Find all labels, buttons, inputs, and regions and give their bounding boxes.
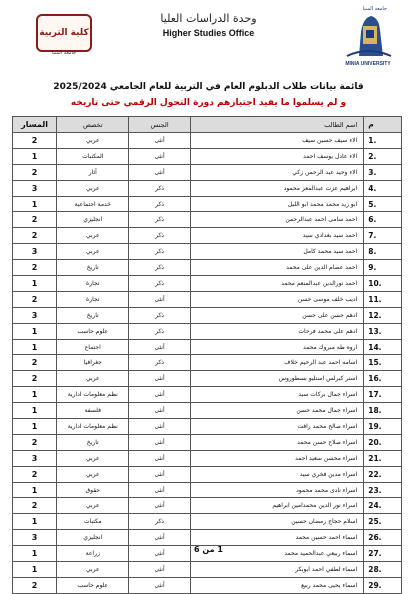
cell-name: احمد سيد محمد كامل [190,244,363,260]
table-row [13,387,402,403]
cell-gender: ذكر [129,355,190,371]
cell-name: اسامه احمد عبد الرحيم خلاف [190,355,363,371]
table-header-row [13,117,402,133]
cell-track: 2 [13,260,57,276]
university-logo-name: MINIA UNIVERSITY [345,61,391,67]
header-gender: الجنس [129,117,190,133]
table-row [13,164,402,180]
cell-gender: أنثى [129,530,190,546]
cell-specialization: جغرافيا [57,355,129,371]
cell-number: 22. [364,466,402,482]
table-row [13,434,402,450]
cell-number: 18. [364,403,402,419]
cell-specialization: فلسفة [57,403,129,419]
cell-number: 12. [364,307,402,323]
cell-name: اسراء جمال بركات سيد [190,387,363,403]
cell-specialization: زراعة [57,546,129,562]
cell-number: 17. [364,387,402,403]
cell-track: 1 [13,546,57,562]
cell-track: 2 [13,212,57,228]
cell-name: اسراء صلاح حسن محمد [190,434,363,450]
cell-gender: أنثى [129,466,190,482]
cell-track: 2 [13,498,57,514]
cell-specialization: عربي [57,133,129,149]
table-row [13,450,402,466]
cell-track: 1 [13,419,57,435]
cell-specialization: علوم حاسب [57,577,129,593]
table-row [13,562,402,578]
header-track: المسار [13,117,57,133]
cell-name: اروه طه مبروك محمد [190,339,363,355]
cell-gender: أنثى [129,403,190,419]
cell-track: 2 [13,355,57,371]
cell-number: 15. [364,355,402,371]
cell-gender: أنثى [129,291,190,307]
table-row [13,482,402,498]
table-row [13,323,402,339]
cell-gender: أنثى [129,339,190,355]
table-row [13,244,402,260]
faculty-logo-subtext: جامعة المنيا [51,50,77,56]
cell-number: 21. [364,450,402,466]
cell-number: 13. [364,323,402,339]
cell-specialization: مكتبات [57,514,129,530]
cell-gender: ذكر [129,276,190,292]
table-row [13,196,402,212]
cell-number: 4. [364,180,402,196]
cell-track: 1 [13,387,57,403]
cell-track: 2 [13,434,57,450]
cell-gender: ذكر [129,307,190,323]
cell-specialization: آثار [57,164,129,180]
cell-name: اسماء لطفي احمد ابوبكر [190,562,363,578]
office-title-english: Higher Studies Office [162,28,255,38]
table-row [13,133,402,149]
cell-specialization: حقوق [57,482,129,498]
table-row [13,276,402,292]
cell-gender: أنثى [129,434,190,450]
cell-name: ادهم حسن على حسن [190,307,363,323]
cell-track: 3 [13,530,57,546]
cell-name: ادهم على محمد فرحات [190,323,363,339]
cell-number: 26. [364,530,402,546]
cell-name: الاء سيف حسين سيف [190,133,363,149]
cell-number: 29. [364,577,402,593]
cell-name: اسماء ربيعي عبدالحميد محمد [190,546,363,562]
cell-name: اديب خلف موسى حسن [190,291,363,307]
cell-name: اسراء محسن سعيد احمد [190,450,363,466]
cell-name: اسلام حجاج رمضان حسين [190,514,363,530]
cell-gender: ذكر [129,260,190,276]
cell-name: احمد سيد بغدادي سيد [190,228,363,244]
cell-track: 3 [13,450,57,466]
table-row [13,355,402,371]
cell-name: اسراء نادى محمد محمود [190,482,363,498]
table-row [13,498,402,514]
university-logo [339,10,397,62]
cell-gender: أنثى [129,577,190,593]
table-row [13,180,402,196]
cell-gender: أنثى [129,164,190,180]
cell-name: احمد نورالدين عبدالمنعم محمد [190,276,363,292]
cell-number: 8. [364,244,402,260]
cell-number: 14. [364,339,402,355]
cell-number: 6. [364,212,402,228]
cell-specialization: عربي [57,562,129,578]
cell-specialization: نظم معلومات ادارية [57,419,129,435]
table-row [13,228,402,244]
office-title-arabic: وحدة الدراسات العليا [160,12,257,25]
cell-track: 1 [13,196,57,212]
cell-specialization: تاريخ [57,434,129,450]
page-header [0,0,417,72]
cell-number: 24. [364,498,402,514]
table-row [13,371,402,387]
table-row [13,403,402,419]
cell-number: 5. [364,196,402,212]
cell-track: 1 [13,482,57,498]
cell-gender: أنثى [129,419,190,435]
document-subtitle: و لم يسلموا ما يفيد اجتيازهم دورة التحول الرقمي حتى تاريخه [70,98,347,108]
cell-specialization: تاريخ [57,260,129,276]
cell-track: 1 [13,339,57,355]
header-number: م [364,117,402,133]
cell-name: ابراهيم عزت عبدالمعز محمود [190,180,363,196]
cell-specialization: انجليزي [57,212,129,228]
cell-track: 1 [13,276,57,292]
cell-specialization: عربي [57,371,129,387]
cell-gender: ذكر [129,244,190,260]
table-row [13,260,402,276]
cell-gender: أنثى [129,133,190,149]
faculty-logo-text: كلية التربية [39,28,89,38]
cell-name: استر كيرلس استليو بسطوروس [190,371,363,387]
cell-specialization: نظم معلومات ادارية [57,387,129,403]
cell-track: 2 [13,577,57,593]
cell-track: 2 [13,228,57,244]
cell-track: 2 [13,164,57,180]
cell-name: احمد عصام الدين على محمد [190,260,363,276]
cell-name: احمد سامى احمد عبدالرحمن [190,212,363,228]
table-row [13,339,402,355]
cell-specialization: عربي [57,228,129,244]
table-row [13,291,402,307]
cell-number: 10. [364,276,402,292]
cell-specialization: عربي [57,466,129,482]
table-row [13,466,402,482]
cell-track: 1 [13,562,57,578]
cell-track: 1 [13,514,57,530]
cell-specialization: عربي [57,180,129,196]
cell-number: 16. [364,371,402,387]
cell-gender: أنثى [129,482,190,498]
cell-track: 3 [13,307,57,323]
cell-name: اسماء يحيى محمد ربيع [190,577,363,593]
cell-specialization: عربي [57,498,129,514]
header-name: اسم الطالب [190,117,363,133]
cell-gender: ذكر [129,196,190,212]
cell-name: الاء وحيد عبد الرحمن زكي [190,164,363,180]
table-row [13,212,402,228]
cell-name: اسراء نور الدين محمدامين ابراهيم [190,498,363,514]
cell-specialization: علوم حاسب [57,323,129,339]
cell-gender: ذكر [129,228,190,244]
cell-track: 1 [13,323,57,339]
cell-number: 20. [364,434,402,450]
cell-name: اسراء مدين فخري سيد [190,466,363,482]
cell-specialization: انجليزي [57,530,129,546]
cell-name: اسراء صالح محمد رافت [190,419,363,435]
cell-gender: ذكر [129,323,190,339]
cell-number: 23. [364,482,402,498]
cell-track: 3 [13,180,57,196]
cell-gender: أنثى [129,562,190,578]
table-row [13,419,402,435]
cell-specialization: تجارة [57,276,129,292]
cell-specialization: عربي [57,244,129,260]
cell-gender: أنثى [129,148,190,164]
cell-gender: ذكر [129,514,190,530]
cell-track: 2 [13,371,57,387]
cell-name: الاء عادل يوسف احمد [190,148,363,164]
table-row [13,530,402,546]
table-row [13,577,402,593]
table-row [13,514,402,530]
cell-number: 28. [364,562,402,578]
cell-track: 2 [13,133,57,149]
cell-number: 3. [364,164,402,180]
cell-gender: أنثى [129,387,190,403]
cell-gender: أنثى [129,450,190,466]
cell-track: 2 [13,466,57,482]
cell-name: اسراء جمال محمد حسن [190,403,363,419]
cell-number: 11. [364,291,402,307]
cell-track: 1 [13,403,57,419]
cell-name: ابو زيد محمد محمد ابو الليل [190,196,363,212]
cell-specialization: المكتبات [57,148,129,164]
cell-number: 7. [364,228,402,244]
cell-number: 9. [364,260,402,276]
table-row [13,307,402,323]
cell-specialization: اجتماع [57,339,129,355]
cell-number: 2. [364,148,402,164]
cell-specialization: عربي [57,450,129,466]
cell-track: 3 [13,244,57,260]
university-logo-arabic: جامعة المنيا [362,6,387,12]
cell-number: 27. [364,546,402,562]
cell-track: 2 [13,291,57,307]
cell-gender: ذكر [129,180,190,196]
cell-number: 19. [364,419,402,435]
students-table [12,116,402,594]
page-number: 1 من 6 [194,545,223,554]
cell-specialization: تجارة [57,291,129,307]
cell-specialization: خدمة اجتماعية [57,196,129,212]
cell-specialization: تاريخ [57,307,129,323]
table-row [13,148,402,164]
cell-track: 1 [13,148,57,164]
header-specialization: تخصص [57,117,129,133]
document-title: قائمة بيانات طلاب الدبلوم العام في التربية للعام الجامعي 2025/2024 [53,82,364,92]
cell-name: اسماء احمد حسين محمد [190,530,363,546]
cell-number: 25. [364,514,402,530]
cell-gender: ذكر [129,212,190,228]
cell-gender: أنثى [129,546,190,562]
cell-gender: أنثى [129,498,190,514]
cell-gender: أنثى [129,371,190,387]
cell-number: 1. [364,133,402,149]
